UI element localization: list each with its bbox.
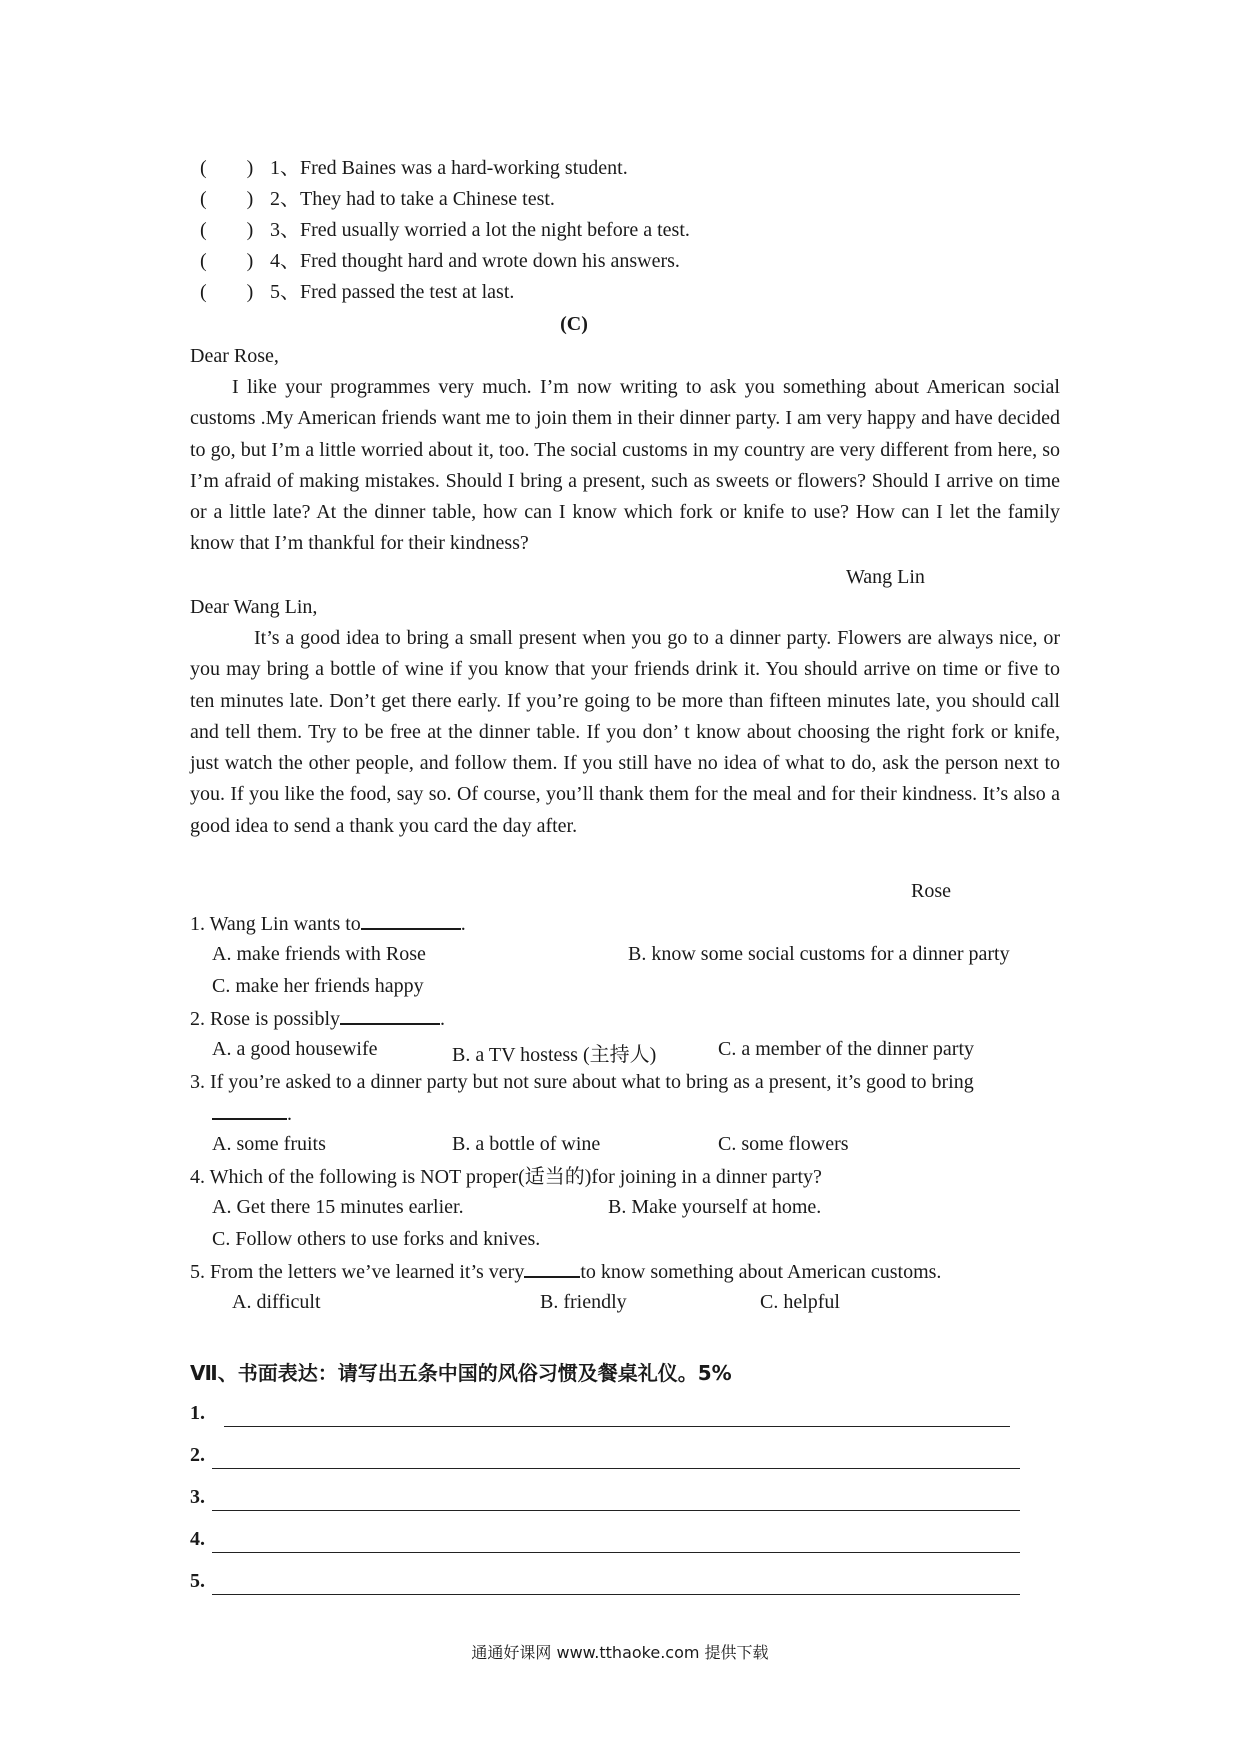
- tf-item-text: 5、Fred passed the test at last.: [270, 281, 515, 303]
- answer-parentheses: ( ): [200, 188, 254, 210]
- line-number: 4.: [190, 1528, 205, 1550]
- question-stem-cont: [212, 1098, 292, 1130]
- section-title: Ⅶ、书面表达：请写出五条中国的风俗习惯及餐桌礼仪。5%: [190, 1361, 732, 1385]
- tf-item: [200, 276, 514, 308]
- option-c: C. a member of the dinner party: [718, 1038, 975, 1060]
- writing-line[interactable]: [190, 1435, 1020, 1469]
- writing-line[interactable]: [190, 1561, 1020, 1595]
- option-c: C. helpful: [760, 1291, 840, 1313]
- tf-item: [200, 214, 690, 246]
- letter1-signature: Wang Lin: [846, 566, 925, 588]
- answer-blank[interactable]: [212, 1098, 287, 1120]
- option-c: C. make her friends happy: [212, 975, 424, 997]
- line-number: 2.: [190, 1444, 205, 1466]
- option-c: C. Follow others to use forks and knives.: [212, 1228, 541, 1250]
- question-stem: [190, 1067, 1060, 1098]
- answer-blank[interactable]: [340, 1003, 440, 1025]
- letter1-greeting: Dear Rose,: [190, 345, 279, 367]
- tf-item-text: 1、Fred Baines was a hard-working student.: [270, 157, 628, 179]
- tf-item-text: 4、Fred thought hard and wrote down his answers.: [270, 250, 680, 272]
- question-text-end: .: [287, 1103, 292, 1125]
- answer-parentheses: ( ): [200, 219, 254, 241]
- line-number: 1.: [190, 1402, 205, 1424]
- tf-item: [200, 245, 680, 277]
- answer-rule: [212, 1594, 1020, 1595]
- question-text: 5. From the letters we’ve learned it’s very: [190, 1261, 525, 1283]
- question-text: 1. Wang Lin wants to: [190, 913, 361, 935]
- tf-item: [200, 152, 628, 184]
- option-a: A. difficult: [232, 1291, 321, 1313]
- answer-blank[interactable]: [524, 1256, 580, 1278]
- answer-rule: [224, 1426, 1010, 1427]
- writing-line[interactable]: [190, 1519, 1020, 1553]
- line-number: 3.: [190, 1486, 205, 1508]
- option-b: B. know some social customs for a dinner party: [628, 943, 1010, 965]
- option-a: A. make friends with Rose: [212, 943, 426, 965]
- question-stem: [190, 1003, 445, 1035]
- answer-parentheses: ( ): [200, 157, 254, 179]
- answer-rule: [212, 1552, 1020, 1553]
- option-b: B. Make yourself at home.: [608, 1196, 822, 1218]
- question-text: 2. Rose is possibly: [190, 1008, 341, 1030]
- tf-item-text: 2、They had to take a Chinese test.: [270, 188, 555, 210]
- question-text-end: to know something about American customs.: [580, 1261, 942, 1283]
- option-a: A. some fruits: [212, 1133, 326, 1155]
- question-text: 3. If you’re asked to a dinner party but not sure about what to bring as a present, it’s good to bring: [190, 1071, 974, 1093]
- option-c: C. some flowers: [718, 1133, 849, 1155]
- letter1-body: I like your programmes very much. I’m now writing to ask you something about American social customs .My American friends want me to join them in their dinner party. I am very happy and have decided to go, but I’m a little worried about it, too. The social customs in my country are very different from here, so I’m afraid of making mistakes. Should I bring a present, such as sweets or flowers? Should I arrive on time or a little late? At the dinner table, how can I know which fork or knife to use? How can I let the family know that I’m thankful for their kindness?: [190, 376, 1060, 555]
- answer-blank[interactable]: [361, 908, 461, 930]
- option-b: B. friendly: [540, 1291, 627, 1313]
- line-number: 5.: [190, 1570, 205, 1592]
- letter2-signature: Rose: [911, 880, 951, 902]
- question-stem: [190, 908, 466, 940]
- question-text-end: .: [460, 913, 466, 935]
- tf-item-text: 3、Fred usually worried a lot the night before a test.: [270, 219, 690, 241]
- answer-rule: [212, 1468, 1020, 1469]
- question-text-end: .: [440, 1008, 446, 1030]
- writing-line[interactable]: [190, 1393, 1020, 1427]
- tf-item: [200, 183, 555, 215]
- question-stem: [190, 1256, 941, 1288]
- option-a: A. a good housewife: [212, 1038, 378, 1060]
- writing-line[interactable]: [190, 1477, 1020, 1511]
- option-b: B. a TV hostess (主持人): [452, 1044, 657, 1066]
- answer-parentheses: ( ): [200, 250, 254, 272]
- question-stem: 4. Which of the following is NOT proper(适当的)for joining in a dinner party?: [190, 1166, 822, 1188]
- answer-parentheses: ( ): [200, 281, 254, 303]
- letter2-greeting: Dear Wang Lin,: [190, 596, 318, 618]
- option-b: B. a bottle of wine: [452, 1133, 601, 1155]
- page-footer: 通通好课网 www.tthaoke.com 提供下载: [471, 1643, 769, 1662]
- option-a: A. Get there 15 minutes earlier.: [212, 1196, 464, 1218]
- passage-label: (C): [560, 313, 588, 335]
- letter2-body: It’s a good idea to bring a small present when you go to a dinner party. Flowers are always nice, or you may bring a bottle of wine if you know that your friends drink it. You should arrive on time or five to ten minutes late. Don’t get there early. If you’re going to be more than fifteen minutes late, you should call and tell them. Try to be free at the dinner table. If you don’ t know about choosing the right fork or knife, just watch the other people, and follow them. If you still have no idea of what to do, ask the person next to you. If you like the food, say so. Of course, you’ll thank them for the meal and for their kindness. It’s also a good idea to send a thank you card the day after.: [190, 627, 1060, 837]
- answer-rule: [212, 1510, 1020, 1511]
